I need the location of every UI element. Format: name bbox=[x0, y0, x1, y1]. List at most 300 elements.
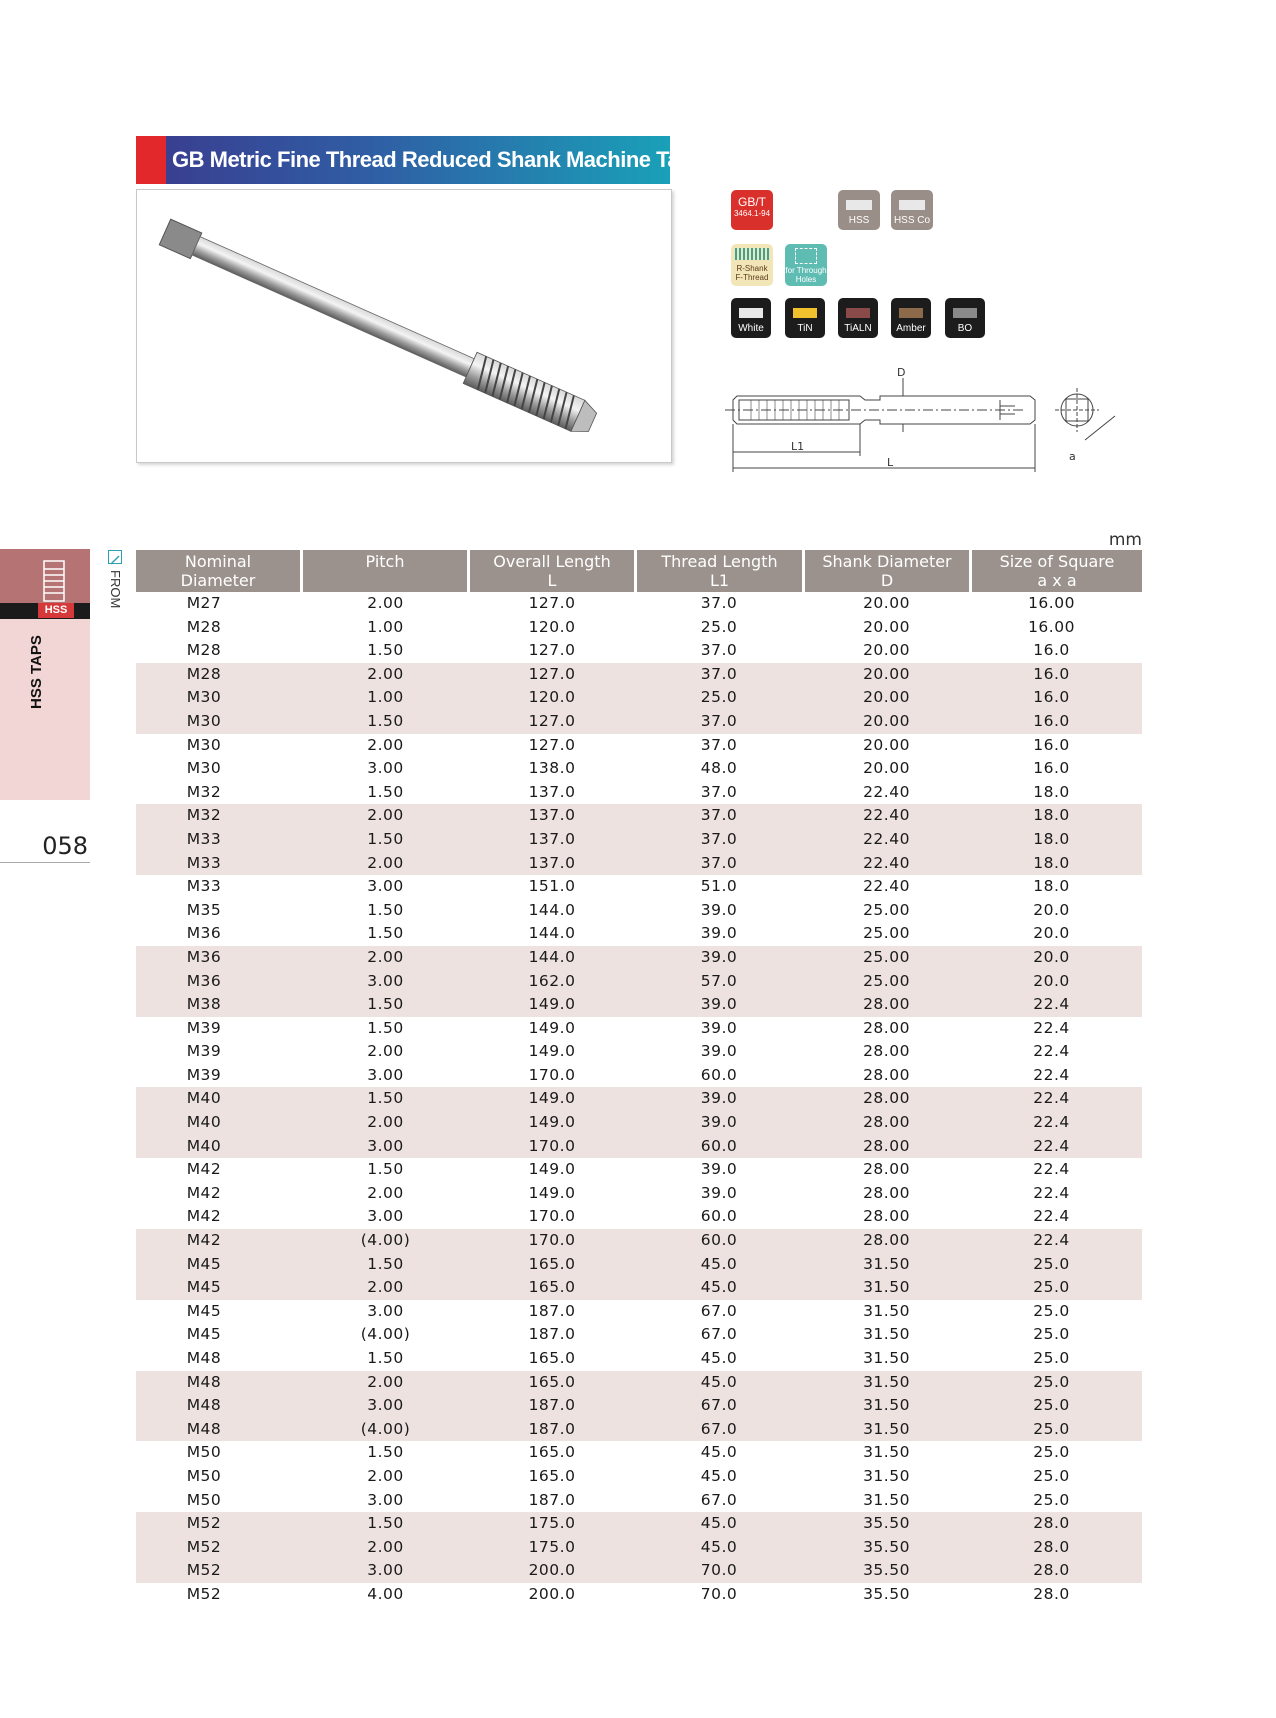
cell-size-of-square: 20.0 bbox=[1033, 947, 1070, 966]
cell-overall-length: 127.0 bbox=[528, 641, 576, 660]
cell-pitch: 1.50 bbox=[367, 1514, 404, 1533]
cell-nominal-diameter: M28 bbox=[186, 664, 222, 683]
unit-label: mm bbox=[1108, 530, 1142, 550]
cell-thread-length: 45.0 bbox=[700, 1443, 738, 1462]
cell-shank-diameter: 28.00 bbox=[863, 995, 910, 1014]
cell-shank-diameter: 31.50 bbox=[863, 1372, 910, 1391]
cell-nominal-diameter: M36 bbox=[186, 924, 222, 943]
cell-shank-diameter: 28.00 bbox=[863, 1042, 910, 1061]
cell-size-of-square: 28.0 bbox=[1033, 1514, 1070, 1533]
spec-table bbox=[136, 550, 1142, 1607]
cell-size-of-square: 22.4 bbox=[1033, 1089, 1070, 1108]
cell-shank-diameter: 20.00 bbox=[863, 664, 910, 683]
cell-shank-diameter: 31.50 bbox=[863, 1349, 910, 1367]
table-row bbox=[136, 804, 1142, 828]
cell-pitch: 2.00 bbox=[367, 1372, 404, 1391]
table-row bbox=[136, 1583, 1142, 1607]
cell-nominal-diameter: M50 bbox=[186, 1466, 222, 1485]
cell-size-of-square: 25.0 bbox=[1033, 1466, 1070, 1485]
cell-shank-diameter: 20.00 bbox=[863, 617, 910, 636]
cell-thread-length: 37.0 bbox=[700, 664, 738, 683]
diagram-label-d: D bbox=[897, 366, 906, 379]
cell-shank-diameter: 31.50 bbox=[863, 1490, 910, 1509]
cell-size-of-square: 16.0 bbox=[1033, 641, 1070, 660]
cell-size-of-square: 22.4 bbox=[1033, 995, 1070, 1014]
cell-pitch: 1.50 bbox=[367, 829, 404, 848]
cell-overall-length: 137.0 bbox=[528, 853, 576, 872]
cell-pitch: 1.00 bbox=[367, 688, 404, 707]
cell-size-of-square: 28.0 bbox=[1033, 1584, 1070, 1603]
cell-size-of-square: 22.4 bbox=[1033, 1113, 1070, 1132]
cell-thread-length: 70.0 bbox=[700, 1561, 738, 1580]
page-number-rule bbox=[0, 862, 90, 863]
title-accent bbox=[136, 136, 166, 184]
coating-bo-badge bbox=[945, 298, 985, 338]
cell-pitch: 3.00 bbox=[367, 1561, 404, 1580]
cell-shank-diameter: 31.50 bbox=[863, 1396, 910, 1415]
table-row bbox=[136, 616, 1142, 640]
cell-shank-diameter: 22.40 bbox=[863, 782, 910, 801]
cell-size-of-square: 18.0 bbox=[1033, 806, 1070, 825]
table-row bbox=[136, 1465, 1142, 1489]
cell-thread-length: 37.0 bbox=[700, 711, 738, 730]
cell-pitch: 1.50 bbox=[367, 1089, 404, 1108]
header-nominal-diameter: Nominal Diameter bbox=[136, 550, 300, 592]
table-header bbox=[136, 550, 1142, 592]
table-row bbox=[136, 1536, 1142, 1560]
product-photo bbox=[136, 189, 672, 463]
table-row bbox=[136, 1418, 1142, 1442]
cell-overall-length: 137.0 bbox=[528, 806, 576, 825]
cell-pitch: 2.00 bbox=[367, 1278, 404, 1297]
cell-nominal-diameter: M27 bbox=[186, 594, 222, 612]
standard-badge-line1: GB/T bbox=[737, 195, 766, 209]
cell-pitch: 3.00 bbox=[367, 1136, 404, 1155]
table-row bbox=[136, 1276, 1142, 1300]
table-row bbox=[136, 1064, 1142, 1088]
cell-size-of-square: 16.00 bbox=[1028, 617, 1075, 636]
cell-thread-length: 45.0 bbox=[700, 1537, 738, 1556]
cell-size-of-square: 20.0 bbox=[1033, 971, 1070, 990]
coating-amber-badge bbox=[891, 298, 931, 338]
table-row bbox=[136, 875, 1142, 899]
table-row bbox=[136, 922, 1142, 946]
coating-tin-label: TiN bbox=[797, 323, 813, 334]
table-row bbox=[136, 1229, 1142, 1253]
table-row bbox=[136, 899, 1142, 923]
cell-shank-diameter: 20.00 bbox=[863, 641, 910, 660]
cell-thread-length: 39.0 bbox=[700, 995, 738, 1014]
cell-thread-length: 37.0 bbox=[700, 853, 738, 872]
cell-nominal-diameter: M32 bbox=[186, 806, 222, 825]
cell-shank-diameter: 28.00 bbox=[863, 1183, 910, 1202]
cell-overall-length: 175.0 bbox=[528, 1537, 576, 1556]
cell-shank-diameter: 25.00 bbox=[863, 971, 910, 990]
cell-size-of-square: 22.4 bbox=[1033, 1136, 1070, 1155]
cell-thread-length: 39.0 bbox=[700, 900, 738, 919]
cell-overall-length: 170.0 bbox=[528, 1065, 576, 1084]
cell-overall-length: 187.0 bbox=[528, 1490, 576, 1509]
cell-nominal-diameter: M52 bbox=[186, 1537, 222, 1556]
hss-co-material-badge bbox=[891, 190, 933, 230]
cell-pitch: 1.50 bbox=[367, 1443, 404, 1462]
cell-shank-diameter: 31.50 bbox=[863, 1325, 910, 1344]
cell-thread-length: 45.0 bbox=[700, 1349, 738, 1367]
cell-nominal-diameter: M33 bbox=[186, 877, 222, 896]
tap-illustration bbox=[137, 190, 671, 462]
table-row bbox=[136, 1253, 1142, 1277]
cell-pitch: 3.00 bbox=[367, 759, 404, 778]
cell-shank-diameter: 31.50 bbox=[863, 1466, 910, 1485]
cell-pitch: 1.50 bbox=[367, 1018, 404, 1037]
cell-shank-diameter: 28.00 bbox=[863, 1136, 910, 1155]
cell-size-of-square: 28.0 bbox=[1033, 1537, 1070, 1556]
table-row bbox=[136, 639, 1142, 663]
cell-pitch: 4.00 bbox=[367, 1584, 404, 1603]
cell-size-of-square: 16.0 bbox=[1033, 711, 1070, 730]
cell-overall-length: 149.0 bbox=[528, 1113, 576, 1132]
cell-size-of-square: 16.0 bbox=[1033, 735, 1070, 754]
header-size-of-square: Size of Square a x a bbox=[972, 550, 1142, 592]
cell-shank-diameter: 22.40 bbox=[863, 877, 910, 896]
standard-badge bbox=[731, 190, 773, 230]
cell-size-of-square: 16.0 bbox=[1033, 688, 1070, 707]
coating-amber-label: Amber bbox=[896, 323, 926, 334]
cell-nominal-diameter: M42 bbox=[186, 1207, 222, 1226]
table-row bbox=[136, 1182, 1142, 1206]
cell-overall-length: 165.0 bbox=[528, 1372, 576, 1391]
cell-size-of-square: 25.0 bbox=[1033, 1325, 1070, 1344]
cell-overall-length: 170.0 bbox=[528, 1207, 576, 1226]
cell-nominal-diameter: M48 bbox=[186, 1349, 222, 1367]
table-body bbox=[136, 592, 1142, 1607]
header-pitch: Pitch bbox=[303, 550, 467, 592]
cell-thread-length: 60.0 bbox=[700, 1065, 738, 1084]
cell-thread-length: 70.0 bbox=[700, 1584, 738, 1603]
cell-pitch: 2.00 bbox=[367, 1042, 404, 1061]
cell-nominal-diameter: M42 bbox=[186, 1231, 222, 1250]
through-holes-badge bbox=[785, 244, 827, 286]
through-holes-line2: Holes bbox=[795, 275, 817, 284]
cell-pitch: (4.00) bbox=[360, 1419, 411, 1438]
standard-badge-line2: 3464.1-94 bbox=[733, 209, 771, 218]
cell-size-of-square: 25.0 bbox=[1033, 1372, 1070, 1391]
cell-overall-length: 149.0 bbox=[528, 1018, 576, 1037]
cell-size-of-square: 25.0 bbox=[1033, 1278, 1070, 1297]
cell-thread-length: 45.0 bbox=[700, 1514, 738, 1533]
header-thread-length: Thread Length L1 bbox=[637, 550, 802, 592]
cell-size-of-square: 25.0 bbox=[1033, 1301, 1070, 1320]
cell-overall-length: 200.0 bbox=[528, 1561, 576, 1580]
cell-nominal-diameter: M33 bbox=[186, 853, 222, 872]
cell-overall-length: 187.0 bbox=[528, 1396, 576, 1415]
coating-white-label: White bbox=[738, 323, 764, 334]
cell-size-of-square: 16.0 bbox=[1033, 664, 1070, 683]
cell-nominal-diameter: M45 bbox=[186, 1278, 222, 1297]
coating-tin-badge bbox=[785, 298, 825, 338]
cell-pitch: 1.50 bbox=[367, 711, 404, 730]
cell-shank-diameter: 28.00 bbox=[863, 1113, 910, 1132]
cell-pitch: 2.00 bbox=[367, 594, 404, 612]
cell-thread-length: 45.0 bbox=[700, 1254, 738, 1273]
cell-overall-length: 120.0 bbox=[528, 617, 576, 636]
cell-size-of-square: 25.0 bbox=[1033, 1254, 1070, 1273]
table-row bbox=[136, 710, 1142, 734]
sidebar-title: HSS TAPS bbox=[28, 635, 45, 710]
cell-pitch: 3.00 bbox=[367, 1065, 404, 1084]
cell-overall-length: 151.0 bbox=[528, 877, 576, 896]
cell-shank-diameter: 22.40 bbox=[863, 853, 910, 872]
cell-nominal-diameter: M40 bbox=[186, 1136, 222, 1155]
cell-nominal-diameter: M28 bbox=[186, 641, 222, 660]
table-row bbox=[136, 1559, 1142, 1583]
cell-size-of-square: 25.0 bbox=[1033, 1443, 1070, 1462]
cell-size-of-square: 25.0 bbox=[1033, 1396, 1070, 1415]
cell-pitch: 3.00 bbox=[367, 1301, 404, 1320]
cell-overall-length: 149.0 bbox=[528, 1160, 576, 1179]
cell-thread-length: 37.0 bbox=[700, 641, 738, 660]
cell-overall-length: 127.0 bbox=[528, 711, 576, 730]
table-row bbox=[136, 1489, 1142, 1513]
shank-type-line2: F-Thread bbox=[735, 273, 769, 282]
cell-size-of-square: 18.0 bbox=[1033, 829, 1070, 848]
table-row bbox=[136, 993, 1142, 1017]
hss-material-badge bbox=[838, 190, 880, 230]
table-row bbox=[136, 663, 1142, 687]
table-row bbox=[136, 592, 1142, 616]
cell-overall-length: 187.0 bbox=[528, 1419, 576, 1438]
cell-pitch: 3.00 bbox=[367, 877, 404, 896]
cell-overall-length: 170.0 bbox=[528, 1231, 576, 1250]
header-shank-diameter: Shank Diameter D bbox=[805, 550, 969, 592]
cell-overall-length: 144.0 bbox=[528, 900, 576, 919]
cell-shank-diameter: 28.00 bbox=[863, 1018, 910, 1037]
cell-pitch: 2.00 bbox=[367, 806, 404, 825]
cell-nominal-diameter: M39 bbox=[186, 1065, 222, 1084]
table-row bbox=[136, 757, 1142, 781]
cell-nominal-diameter: M42 bbox=[186, 1183, 222, 1202]
cell-pitch: 2.00 bbox=[367, 853, 404, 872]
table-row bbox=[136, 946, 1142, 970]
cell-shank-diameter: 31.50 bbox=[863, 1278, 910, 1297]
table-row bbox=[136, 1441, 1142, 1465]
cell-shank-diameter: 31.50 bbox=[863, 1301, 910, 1320]
cell-thread-length: 39.0 bbox=[700, 1183, 738, 1202]
cell-pitch: 3.00 bbox=[367, 1490, 404, 1509]
cell-overall-length: 165.0 bbox=[528, 1278, 576, 1297]
cell-size-of-square: 18.0 bbox=[1033, 877, 1070, 896]
cell-shank-diameter: 20.00 bbox=[863, 711, 910, 730]
cell-thread-length: 45.0 bbox=[700, 1466, 738, 1485]
cell-size-of-square: 25.0 bbox=[1033, 1419, 1070, 1438]
cell-thread-length: 39.0 bbox=[700, 924, 738, 943]
table-row bbox=[136, 1158, 1142, 1182]
table-row bbox=[136, 686, 1142, 710]
table-row bbox=[136, 828, 1142, 852]
cell-shank-diameter: 25.00 bbox=[863, 900, 910, 919]
cell-thread-length: 39.0 bbox=[700, 1042, 738, 1061]
cell-shank-diameter: 20.00 bbox=[863, 594, 910, 612]
cell-overall-length: 200.0 bbox=[528, 1584, 576, 1603]
page-title: GB Metric Fine Thread Reduced Shank Machine Taps bbox=[172, 147, 704, 172]
from-label: FROM bbox=[108, 570, 123, 609]
cell-nominal-diameter: M32 bbox=[186, 782, 222, 801]
cell-nominal-diameter: M38 bbox=[186, 995, 222, 1014]
coating-tialn-label: TiALN bbox=[844, 323, 872, 334]
cell-size-of-square: 22.4 bbox=[1033, 1207, 1070, 1226]
cell-nominal-diameter: M40 bbox=[186, 1113, 222, 1132]
cell-overall-length: 127.0 bbox=[528, 735, 576, 754]
cell-thread-length: 45.0 bbox=[700, 1372, 738, 1391]
cell-pitch: 2.00 bbox=[367, 664, 404, 683]
cell-overall-length: 137.0 bbox=[528, 829, 576, 848]
cell-pitch: 3.00 bbox=[367, 971, 404, 990]
diagram-label-a: a bbox=[1069, 450, 1076, 463]
coating-bo-label: BO bbox=[957, 323, 973, 334]
diagram-label-l1: L1 bbox=[791, 440, 805, 453]
cell-size-of-square: 20.0 bbox=[1033, 924, 1070, 943]
cell-overall-length: 149.0 bbox=[528, 1042, 576, 1061]
cell-thread-length: 67.0 bbox=[700, 1396, 738, 1415]
cell-thread-length: 60.0 bbox=[700, 1231, 738, 1250]
check-icon bbox=[108, 550, 122, 564]
cell-size-of-square: 18.0 bbox=[1033, 853, 1070, 872]
cell-size-of-square: 18.0 bbox=[1033, 782, 1070, 801]
cell-shank-diameter: 35.50 bbox=[863, 1584, 910, 1603]
cell-thread-length: 67.0 bbox=[700, 1325, 738, 1344]
cell-nominal-diameter: M48 bbox=[186, 1419, 222, 1438]
shank-type-line1: R-Shank bbox=[736, 264, 768, 273]
cell-thread-length: 67.0 bbox=[700, 1490, 738, 1509]
tap-dimension-diagram bbox=[725, 360, 1125, 480]
hole-icon bbox=[795, 248, 817, 264]
cell-thread-length: 25.0 bbox=[700, 688, 738, 707]
cell-nominal-diameter: M28 bbox=[186, 617, 222, 636]
cell-overall-length: 149.0 bbox=[528, 1089, 576, 1108]
table-row bbox=[136, 1205, 1142, 1229]
cell-shank-diameter: 20.00 bbox=[863, 735, 910, 754]
cell-overall-length: 165.0 bbox=[528, 1466, 576, 1485]
cell-thread-length: 60.0 bbox=[700, 1207, 738, 1226]
cell-nominal-diameter: M30 bbox=[186, 759, 222, 778]
cell-shank-diameter: 28.00 bbox=[863, 1207, 910, 1226]
cell-pitch: 2.00 bbox=[367, 947, 404, 966]
cell-thread-length: 39.0 bbox=[700, 947, 738, 966]
cell-pitch: 1.50 bbox=[367, 1160, 404, 1179]
cell-nominal-diameter: M33 bbox=[186, 829, 222, 848]
cell-pitch: 1.50 bbox=[367, 1254, 404, 1273]
cell-shank-diameter: 22.40 bbox=[863, 806, 910, 825]
cell-size-of-square: 25.0 bbox=[1033, 1349, 1070, 1367]
cell-overall-length: 144.0 bbox=[528, 924, 576, 943]
cell-nominal-diameter: M36 bbox=[186, 947, 222, 966]
cell-overall-length: 138.0 bbox=[528, 759, 576, 778]
cell-thread-length: 51.0 bbox=[700, 877, 738, 896]
cell-overall-length: 187.0 bbox=[528, 1325, 576, 1344]
cell-nominal-diameter: M45 bbox=[186, 1254, 222, 1273]
cell-nominal-diameter: M50 bbox=[186, 1490, 222, 1509]
hss-material-label: HSS bbox=[848, 215, 870, 226]
cell-overall-length: 137.0 bbox=[528, 782, 576, 801]
cell-nominal-diameter: M45 bbox=[186, 1325, 222, 1344]
cell-shank-diameter: 25.00 bbox=[863, 924, 910, 943]
cell-shank-diameter: 35.50 bbox=[863, 1537, 910, 1556]
cell-pitch: 2.00 bbox=[367, 1537, 404, 1556]
cell-overall-length: 144.0 bbox=[528, 947, 576, 966]
cell-shank-diameter: 35.50 bbox=[863, 1514, 910, 1533]
table-row bbox=[136, 1300, 1142, 1324]
cell-overall-length: 170.0 bbox=[528, 1136, 576, 1155]
table-row bbox=[136, 1111, 1142, 1135]
cell-pitch: 1.50 bbox=[367, 641, 404, 660]
thread-icon bbox=[735, 248, 769, 260]
cell-pitch: 2.00 bbox=[367, 1466, 404, 1485]
cell-size-of-square: 22.4 bbox=[1033, 1183, 1070, 1202]
cell-thread-length: 39.0 bbox=[700, 1113, 738, 1132]
cell-thread-length: 37.0 bbox=[700, 594, 738, 612]
cell-pitch: 2.00 bbox=[367, 1183, 404, 1202]
cell-thread-length: 67.0 bbox=[700, 1419, 738, 1438]
cell-thread-length: 37.0 bbox=[700, 829, 738, 848]
cell-shank-diameter: 20.00 bbox=[863, 688, 910, 707]
cell-shank-diameter: 35.50 bbox=[863, 1561, 910, 1580]
table-row bbox=[136, 1394, 1142, 1418]
cell-nominal-diameter: M35 bbox=[186, 900, 222, 919]
cell-pitch: 2.00 bbox=[367, 735, 404, 754]
table-row bbox=[136, 1017, 1142, 1041]
table-row bbox=[136, 734, 1142, 758]
cell-pitch: 1.50 bbox=[367, 924, 404, 943]
cell-nominal-diameter: M45 bbox=[186, 1301, 222, 1320]
cell-shank-diameter: 28.00 bbox=[863, 1160, 910, 1179]
table-row bbox=[136, 852, 1142, 876]
cell-shank-diameter: 31.50 bbox=[863, 1443, 910, 1462]
cell-nominal-diameter: M30 bbox=[186, 735, 222, 754]
table-row bbox=[136, 781, 1142, 805]
cell-thread-length: 37.0 bbox=[700, 806, 738, 825]
hss-co-material-label: HSS Co bbox=[893, 215, 931, 226]
cell-thread-length: 37.0 bbox=[700, 782, 738, 801]
cell-overall-length: 127.0 bbox=[528, 664, 576, 683]
cell-thread-length: 45.0 bbox=[700, 1278, 738, 1297]
cell-size-of-square: 22.4 bbox=[1033, 1065, 1070, 1084]
coating-tialn-badge bbox=[838, 298, 878, 338]
cell-overall-length: 149.0 bbox=[528, 995, 576, 1014]
cell-nominal-diameter: M48 bbox=[186, 1372, 222, 1391]
cell-overall-length: 162.0 bbox=[528, 971, 576, 990]
cell-shank-diameter: 22.40 bbox=[863, 829, 910, 848]
cell-pitch: (4.00) bbox=[360, 1325, 411, 1344]
cell-size-of-square: 22.4 bbox=[1033, 1042, 1070, 1061]
table-row bbox=[136, 970, 1142, 994]
cell-nominal-diameter: M50 bbox=[186, 1443, 222, 1462]
cell-pitch: 1.50 bbox=[367, 1349, 404, 1367]
cell-overall-length: 165.0 bbox=[528, 1254, 576, 1273]
cell-nominal-diameter: M39 bbox=[186, 1042, 222, 1061]
cell-thread-length: 25.0 bbox=[700, 617, 738, 636]
header-overall-length: Overall Length L bbox=[470, 550, 634, 592]
cell-pitch: (4.00) bbox=[360, 1231, 411, 1250]
cell-thread-length: 60.0 bbox=[700, 1136, 738, 1155]
cell-overall-length: 165.0 bbox=[528, 1443, 576, 1462]
cell-thread-length: 57.0 bbox=[700, 971, 738, 990]
cell-overall-length: 149.0 bbox=[528, 1183, 576, 1202]
cell-size-of-square: 20.0 bbox=[1033, 900, 1070, 919]
cell-nominal-diameter: M30 bbox=[186, 711, 222, 730]
cell-thread-length: 37.0 bbox=[700, 735, 738, 754]
cell-nominal-diameter: M52 bbox=[186, 1561, 222, 1580]
cell-shank-diameter: 28.00 bbox=[863, 1089, 910, 1108]
